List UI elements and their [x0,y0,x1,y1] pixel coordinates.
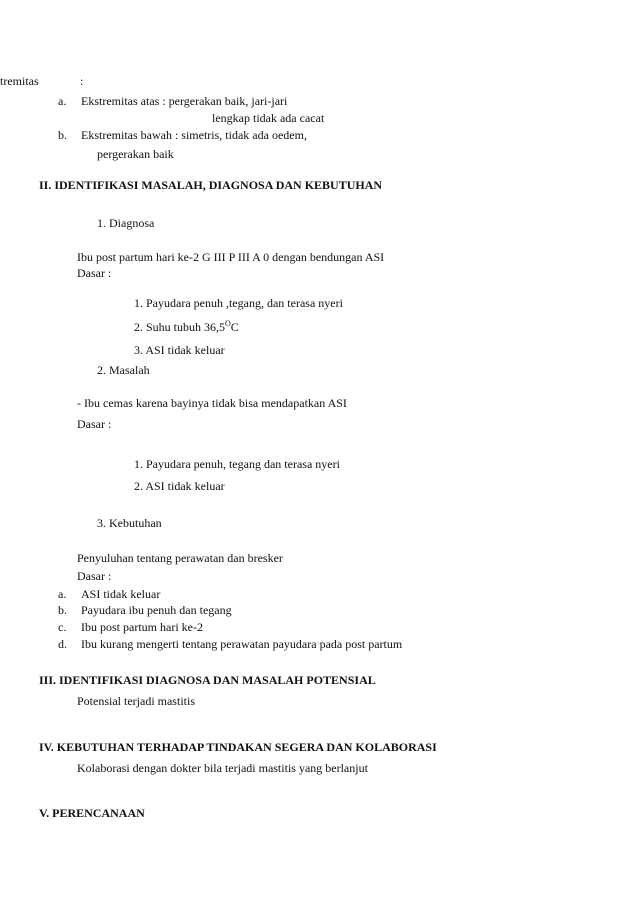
section-4-heading: IV. KEBUTUHAN TERHADAP TINDAKAN SEGERA DAN KOLABORASI [39,740,437,754]
ekstremitas-atas-text: Ekstremitas atas : pergerakan baik, jari-jari [81,94,288,108]
ekstremitas-bawah-text: Ekstremitas bawah : simetris, tidak ada oedem, [81,128,307,142]
ekstremitas-a-marker: a. [58,94,67,108]
kebutuhan-statement: Penyuluhan tentang perawatan dan bresker [77,551,283,565]
kebutuhan-dasar-marker: a. [58,587,67,601]
diagnosa-dasar-item: 3. ASI tidak keluar [134,343,225,357]
ekstremitas-colon: : [80,74,84,88]
kebutuhan-dasar-label: Dasar : [77,569,112,583]
section-3-text: Potensial terjadi mastitis [77,694,195,708]
section-5-heading: V. PERENCANAAN [39,806,145,820]
kebutuhan-dasar-item: Ibu post partum hari ke-2 [81,620,203,634]
ekstremitas-bawah-continuation: pergerakan baik [97,147,174,161]
diagnosa-dasar-item: 2. Suhu tubuh $36,5^OC$ [134,319,239,334]
kebutuhan-title: 3. Kebutuhan [97,516,162,530]
diagnosa-dasar-item: 1. Payudara penuh ,tegang, dan terasa nyeri [134,296,343,310]
section-3-heading: III. IDENTIFIKASI DIAGNOSA DAN MASALAH POTENSIAL [39,673,376,687]
kebutuhan-dasar-item: Payudara ibu penuh dan tegang [81,603,232,617]
ekstremitas-atas-continuation: lengkap tidak ada cacat [212,111,325,125]
masalah-statement: - Ibu cemas karena bayinya tidak bisa mendapatkan ASI [77,396,347,410]
diagnosa-title: 1. Diagnosa [97,216,155,230]
masalah-title: 2. Masalah [97,363,150,377]
kebutuhan-dasar-marker: b. [58,603,67,617]
diagnosa-statement: Ibu post partum hari ke-2 G III P III A 0 dengan bendungan ASI [77,250,385,264]
ekstremitas-b-marker: b. [58,128,67,142]
degree-superscript: O [225,319,231,328]
masalah-dasar-item: 2. ASI tidak keluar [134,479,225,493]
diagnosa-dasar-label: Dasar : [77,266,112,280]
kebutuhan-dasar-item: ASI tidak keluar [81,587,161,601]
kebutuhan-dasar-marker: d. [58,637,67,651]
masalah-dasar-item: 1. Payudara penuh, tegang dan terasa nyeri [134,457,340,471]
ekstremitas-label: tremitas [0,74,39,88]
kebutuhan-dasar-item: Ibu kurang mengerti tentang perawatan payudara pada post partum [81,637,403,651]
section-2-heading: II. IDENTIFIKASI MASALAH, DIAGNOSA DAN KEBUTUHAN [39,178,383,192]
kebutuhan-dasar-marker: c. [58,620,67,634]
section-4-text: Kolaborasi dengan dokter bila terjadi mastitis yang berlanjut [77,761,368,775]
masalah-dasar-label: Dasar : [77,417,112,431]
